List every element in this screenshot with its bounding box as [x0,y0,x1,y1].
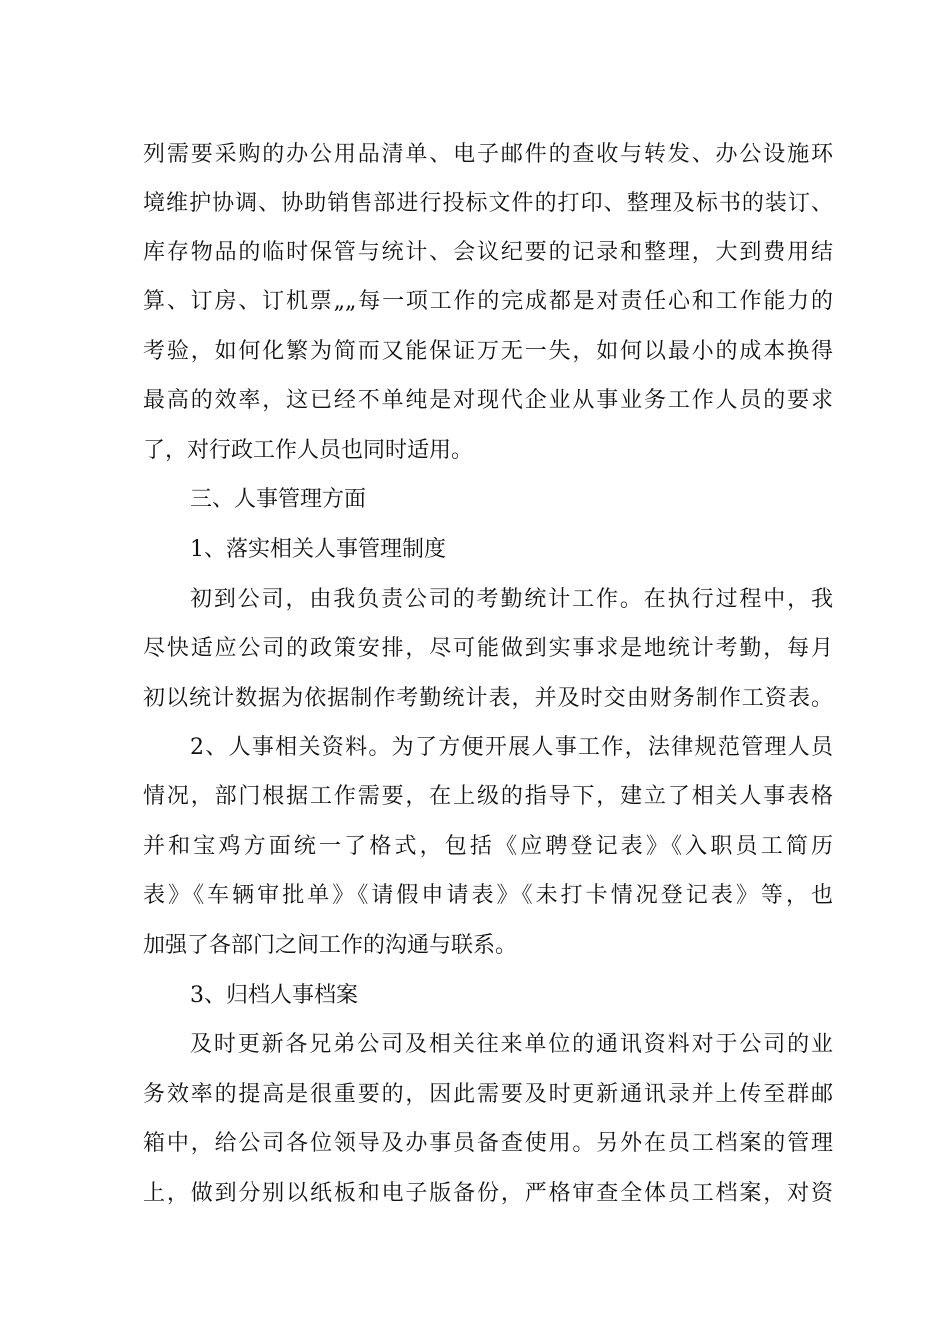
subsection-heading: 3、归档人事档案 [190,983,358,1008]
subsection-heading: 1、落实相关人事管理制度 [190,537,446,562]
paragraph-line: 表》《车辆审批单》《请假申请表》《未打卡情况登记表》等，也 [143,883,833,908]
paragraph-line: 2、人事相关资料。为了方便开展人事工作，法律规范管理人员 [190,735,833,760]
paragraph-line: 初到公司，由我负责公司的考勤统计工作。在执行过程中，我 [190,587,833,612]
paragraph-line: 情况，部门根据工作需要，在上级的指导下，建立了相关人事表格 [143,784,833,809]
paragraph-line: 算、订房、订机票„„每一项工作的完成都是对责任心和工作能力的 [143,289,833,314]
paragraph-line: 箱中，给公司各位领导及办事员备查使用。另外在员工档案的管理 [143,1131,833,1156]
paragraph-line: 加强了各部门之间工作的沟通与联系。 [143,933,518,958]
paragraph-line: 初以统计数据为依据制作考勤统计表，并及时交由财务制作工资表。 [143,686,833,711]
paragraph-line: 务效率的提高是很重要的，因此需要及时更新通讯录并上传至群邮 [143,1082,833,1107]
paragraph-line: 列需要采购的办公用品清单、电子邮件的查收与转发、办公设施环 [143,142,833,167]
paragraph-line: 最高的效率，这已经不单纯是对现代企业从事业务工作人员的要求 [143,388,833,413]
paragraph-line: 库存物品的临时保管与统计、会议纪要的记录和整理，大到费用结 [143,240,833,265]
paragraph-line: 考验，如何化繁为简而又能保证万无一失，如何以最小的成本换得 [143,339,833,364]
paragraph-line: 上，做到分别以纸板和电子版备份，严格审查全体员工档案，对资 [143,1181,833,1206]
paragraph-line: 尽快适应公司的政策安排，尽可能做到实事求是地统计考勤，每月 [143,636,833,661]
paragraph-line: 及时更新各兄弟公司及相关往来单位的通讯资料对于公司的业 [190,1032,833,1057]
paragraph-line: 并和宝鸡方面统一了格式，包括《应聘登记表》《入职员工简历 [143,834,833,859]
paragraph-line: 了，对行政工作人员也同时适用。 [143,438,474,463]
section-heading: 三、人事管理方面 [190,487,367,512]
paragraph-line: 境维护协调、协助销售部进行投标文件的打印、整理及标书的装订、 [143,191,833,216]
